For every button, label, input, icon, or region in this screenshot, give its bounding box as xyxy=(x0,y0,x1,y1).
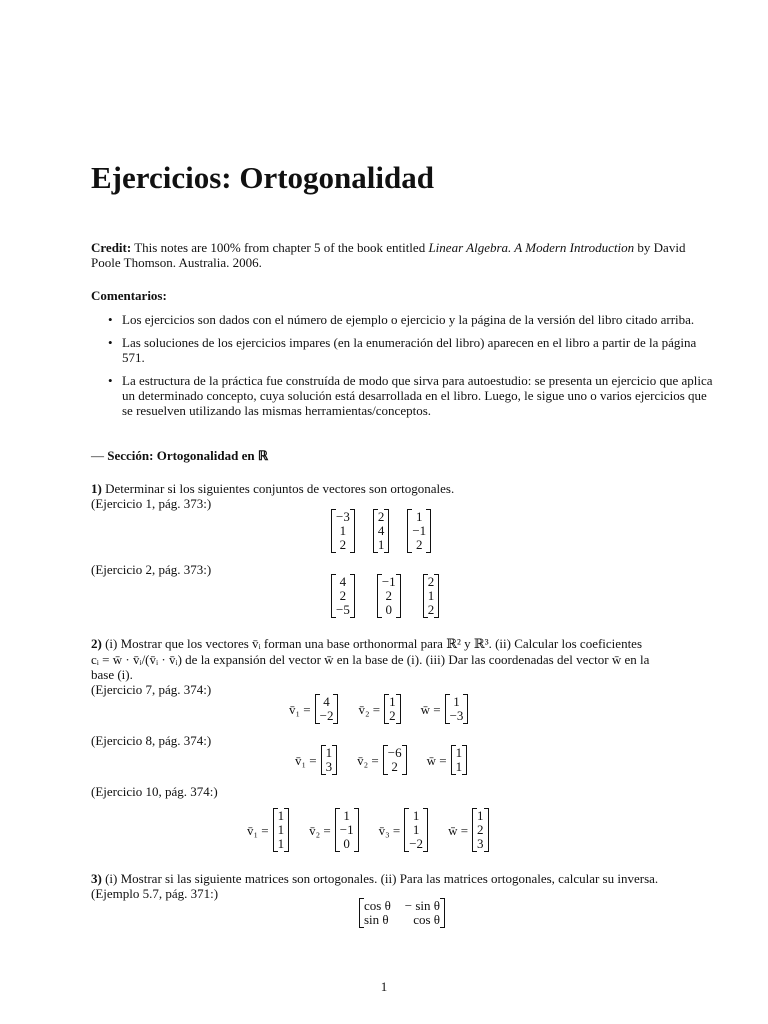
vector-entry: 2 xyxy=(339,537,347,552)
comentarios-heading: Comentarios: xyxy=(91,288,167,303)
column-vector xyxy=(331,574,355,618)
column-vector xyxy=(377,574,401,618)
vector-label: w̄ = xyxy=(426,752,447,768)
column-vector xyxy=(407,509,431,553)
vector-label: v̄₃ = xyxy=(378,822,401,838)
vector-entry: −2 xyxy=(409,836,424,851)
matrix-entry: cos θ xyxy=(364,898,391,913)
exercise-ref: (Ejercicio 1, pág. 373:) xyxy=(91,496,212,511)
question-3: 3) (i) Mostrar si las siguiente matrices son ortogonales. (ii) Para las matrices ortogonales, calcular su inversa. xyxy=(91,871,659,886)
vector-label: v̄₂ = xyxy=(357,752,379,768)
vector-label: v̄₂ = xyxy=(309,822,331,838)
vector-entry: −6 xyxy=(387,745,402,760)
comentarios-list xyxy=(91,312,715,426)
page-title: Ejercicios: Ortogonalidad xyxy=(91,160,434,195)
list-item: • Las soluciones de los ejercicios impares (en la enumeración del libro) aparecen en el libro a partir de la página 571. xyxy=(91,335,715,365)
vector-entry: 1 xyxy=(427,588,435,603)
exercise-ref: (Ejercicio 2, pág. 373:) xyxy=(91,562,212,577)
vector-entry: 1 xyxy=(455,745,463,760)
section-heading: — Sección: Ortogonalidad en ℝ xyxy=(91,448,269,463)
vector-label: w̄ = xyxy=(448,822,469,838)
vector-entry: 1 xyxy=(416,509,423,524)
column-vector xyxy=(273,808,290,852)
page-number: 1 xyxy=(380,979,388,994)
question-2: 2) (i) Mostrar que los vectores v̄ᵢ forman una base orthonormal para ℝ² y ℝ³. (ii) Calcular los coeficientes xyxy=(91,636,643,651)
matrix-entry: cos θ xyxy=(413,912,440,927)
vector-entry: 2 xyxy=(377,509,385,524)
question-2-line: cᵢ = w̄ · v̄ᵢ/(v̄ᵢ · v̄ᵢ) de la expansión del vector w̄ en la base de (i). (iii) Dar las coordenadas del vector w̄ en la xyxy=(91,652,650,667)
vector-entry: −2 xyxy=(319,708,334,723)
exercise-ref: (Ejemplo 5.7, pág. 371:) xyxy=(91,886,219,901)
column-vector xyxy=(315,694,339,724)
credit-paragraph xyxy=(91,240,715,270)
vector-entry: −3 xyxy=(449,708,464,723)
vector-label: v̄₂ = xyxy=(358,701,381,717)
vector-equations xyxy=(247,808,489,852)
list-item: • La estructura de la práctica fue construída de modo que sirva para autoestudio: se presenta un ejercicio que aplica un determinado concepto, cuya solución está desarrollada en el libro. Luego, le sigue uno o varios ejercicios que se resuelven utilizando las mismas herramientas/conceptos. xyxy=(91,373,715,418)
vector-set xyxy=(331,509,431,553)
book-title: Linear Algebra. A Modern Introduction xyxy=(428,240,635,255)
column-vector xyxy=(423,574,440,618)
vector-entry: 0 xyxy=(343,836,350,851)
vector-entry: −3 xyxy=(336,509,350,524)
vector-entry: 1 xyxy=(343,808,350,823)
vector-set xyxy=(331,574,439,618)
vector-entry: 2 xyxy=(416,537,423,552)
vector-entry: −1 xyxy=(339,822,354,837)
credit-label: Credit: xyxy=(91,240,132,255)
column-vector xyxy=(335,808,359,852)
vector-entry: 1 xyxy=(389,694,396,709)
vector-entry: 1 xyxy=(277,822,285,837)
vector-entry: 1 xyxy=(377,537,385,552)
credit-text-end: by David Poole Thomson. Australia. 2006. xyxy=(91,240,686,270)
exercise-ref: (Ejercicio 8, pág. 374:) xyxy=(91,733,212,748)
vector-label: v̄₁ = xyxy=(295,752,317,768)
vector-entry: 2 xyxy=(389,708,396,723)
vector-entry: 1 xyxy=(412,808,420,823)
list-item: • Los ejercicios son dados con el número de ejemplo o ejercicio y la página de la versión del libro citado arriba. xyxy=(91,312,715,327)
exercise-ref: (Ejercicio 10, pág. 374:) xyxy=(91,784,218,799)
vector-entry: 4 xyxy=(377,523,385,538)
vector-entry: 1 xyxy=(453,694,460,709)
vector-equations xyxy=(289,694,468,724)
vector-label: v̄₁ = xyxy=(289,701,311,717)
vector-entry: −1 xyxy=(412,523,427,538)
exercise-ref: (Ejercicio 7, pág. 374:) xyxy=(91,682,212,697)
question-2-line: base (i). xyxy=(91,667,133,682)
vector-entry: 1 xyxy=(412,822,420,837)
vector-entry: 0 xyxy=(385,602,393,617)
matrix-row xyxy=(364,899,440,913)
column-vector xyxy=(331,509,355,553)
vector-entry: 4 xyxy=(323,694,330,709)
column-vector xyxy=(472,808,489,852)
vector-entry: −5 xyxy=(336,602,350,617)
vector-equations xyxy=(295,745,467,775)
vector-entry: 1 xyxy=(325,745,333,760)
credit-text: This notes are 100% from chapter 5 of the book entitled xyxy=(131,240,429,255)
column-vector xyxy=(383,745,407,775)
vector-entry: 3 xyxy=(477,836,484,851)
vector-entry: 1 xyxy=(339,523,347,538)
column-vector xyxy=(445,694,469,724)
column-vector xyxy=(373,509,390,553)
column-vector xyxy=(404,808,428,852)
vector-label: v̄₁ = xyxy=(247,822,269,838)
column-vector xyxy=(321,745,338,775)
matrix-row xyxy=(364,913,440,927)
vector-entry: 2 xyxy=(427,574,435,589)
vector-entry: 2 xyxy=(427,602,435,617)
vector-entry: 1 xyxy=(277,836,285,851)
vector-label: w̄ = xyxy=(420,701,441,717)
vector-entry: 2 xyxy=(391,759,398,774)
column-vector xyxy=(451,745,468,775)
vector-entry: 3 xyxy=(325,759,333,774)
matrix-entry: − sin θ xyxy=(404,898,440,913)
vector-entry: 1 xyxy=(277,808,285,823)
vector-entry: 2 xyxy=(477,822,484,837)
vector-entry: 2 xyxy=(339,588,347,603)
vector-entry: 2 xyxy=(385,588,393,603)
matrix xyxy=(359,898,445,928)
column-vector xyxy=(384,694,401,724)
matrix-entry: sin θ xyxy=(364,912,389,927)
question-1: 1) Determinar si los siguientes conjuntos de vectores son ortogonales. xyxy=(91,481,455,496)
vector-entry: 1 xyxy=(455,759,463,774)
vector-entry: 4 xyxy=(339,574,347,589)
rotation-matrix xyxy=(359,898,445,928)
vector-entry: 1 xyxy=(477,808,484,823)
vector-entry: −1 xyxy=(381,574,396,589)
